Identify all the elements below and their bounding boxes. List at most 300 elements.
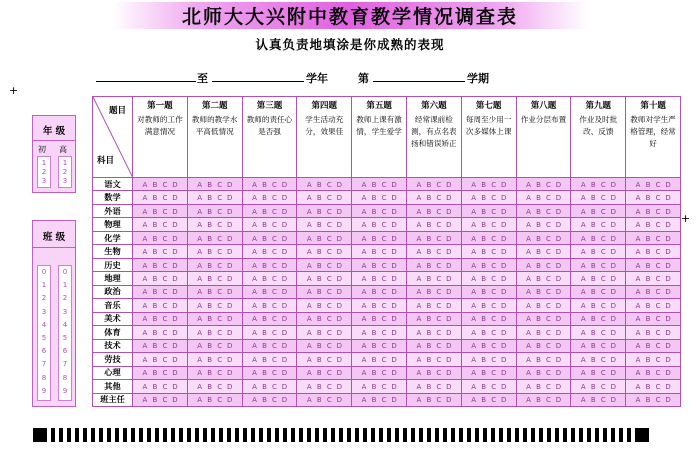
answer-bubble[interactable]: D <box>226 396 233 405</box>
answer-bubble[interactable]: C <box>600 369 606 378</box>
answer-bubble[interactable]: C <box>326 355 332 364</box>
answer-bubble[interactable]: B <box>645 221 651 230</box>
answer-bubble[interactable]: B <box>316 221 322 230</box>
answer-bubble[interactable]: D <box>500 315 507 324</box>
answer-bubble[interactable]: B <box>590 275 596 284</box>
answer-bubble[interactable]: A <box>306 234 312 243</box>
class-option[interactable]: 8 <box>41 373 47 382</box>
answer-bubble[interactable]: C <box>272 301 277 310</box>
answer-bubble[interactable]: B <box>371 342 377 351</box>
answer-bubble[interactable]: C <box>491 180 497 189</box>
answer-bubble[interactable]: D <box>446 342 452 351</box>
answer-bubble[interactable]: B <box>481 194 487 203</box>
answer-bubble[interactable]: B <box>426 248 432 257</box>
answer-bubble[interactable]: D <box>391 180 397 189</box>
answer-bubble[interactable]: B <box>152 382 158 391</box>
answer-bubble[interactable]: C <box>600 288 606 297</box>
answer-bubble[interactable]: B <box>207 207 213 216</box>
answer-bubble[interactable]: B <box>536 275 541 284</box>
answer-bubble[interactable]: D <box>391 221 397 230</box>
answer-bubble[interactable]: B <box>426 328 432 337</box>
answer-bubble[interactable]: D <box>610 234 616 243</box>
answer-bubble[interactable]: C <box>162 315 168 324</box>
answer-bubble[interactable]: C <box>491 234 497 243</box>
answer-bubble[interactable]: C <box>381 234 387 243</box>
answer-bubble[interactable]: B <box>645 261 651 270</box>
answer-bubble[interactable]: C <box>491 221 497 230</box>
answer-bubble[interactable]: D <box>391 342 397 351</box>
answer-bubble[interactable]: A <box>252 221 257 230</box>
answer-bubble[interactable]: C <box>217 396 223 405</box>
answer-bubble[interactable]: A <box>526 275 531 284</box>
answer-bubble[interactable]: B <box>645 315 651 324</box>
answer-bubble[interactable]: A <box>526 369 531 378</box>
answer-bubble[interactable]: A <box>252 355 257 364</box>
answer-bubble[interactable]: A <box>471 180 477 189</box>
answer-bubble[interactable]: D <box>665 275 671 284</box>
answer-bubble[interactable]: D <box>172 301 178 310</box>
answer-bubble[interactable]: B <box>645 207 651 216</box>
answer-bubble[interactable]: D <box>610 248 616 257</box>
answer-bubble[interactable]: A <box>361 234 367 243</box>
answer-bubble[interactable]: C <box>600 180 606 189</box>
answer-bubble[interactable]: B <box>426 355 432 364</box>
answer-bubble[interactable]: D <box>172 234 178 243</box>
answer-bubble[interactable]: D <box>226 207 233 216</box>
answer-bubble[interactable]: B <box>152 328 158 337</box>
answer-bubble[interactable]: B <box>152 355 158 364</box>
answer-bubble[interactable]: B <box>426 221 432 230</box>
answer-bubble[interactable]: B <box>481 248 487 257</box>
answer-bubble[interactable]: A <box>252 369 257 378</box>
answer-bubble[interactable]: B <box>371 207 377 216</box>
answer-bubble[interactable]: A <box>306 248 312 257</box>
answer-bubble[interactable]: A <box>580 396 586 405</box>
answer-bubble[interactable]: A <box>526 207 531 216</box>
answer-bubble[interactable]: D <box>610 221 616 230</box>
answer-bubble[interactable]: C <box>381 288 387 297</box>
answer-bubble[interactable]: D <box>336 207 342 216</box>
answer-bubble[interactable]: D <box>500 275 507 284</box>
answer-bubble[interactable]: D <box>446 355 452 364</box>
answer-bubble[interactable]: D <box>500 194 507 203</box>
answer-bubble[interactable]: D <box>226 355 233 364</box>
answer-bubble[interactable]: D <box>281 248 288 257</box>
answer-bubble[interactable]: B <box>590 369 596 378</box>
answer-bubble[interactable]: C <box>326 382 332 391</box>
answer-bubble[interactable]: A <box>416 288 422 297</box>
answer-bubble[interactable]: B <box>207 221 213 230</box>
answer-bubble[interactable]: C <box>381 355 387 364</box>
answer-bubble[interactable]: A <box>142 301 148 310</box>
answer-bubble[interactable]: A <box>197 180 203 189</box>
grade-option[interactable]: 3 <box>62 177 68 185</box>
answer-bubble[interactable]: A <box>361 396 367 405</box>
answer-bubble[interactable]: C <box>600 396 606 405</box>
answer-bubble[interactable]: D <box>391 207 397 216</box>
answer-bubble[interactable]: D <box>665 194 671 203</box>
answer-bubble[interactable]: C <box>655 248 661 257</box>
answer-bubble[interactable]: B <box>207 288 213 297</box>
answer-bubble[interactable]: B <box>262 382 267 391</box>
answer-bubble[interactable]: C <box>655 328 661 337</box>
answer-bubble[interactable]: A <box>252 194 257 203</box>
answer-bubble[interactable]: D <box>281 234 288 243</box>
answer-bubble[interactable]: D <box>391 382 397 391</box>
answer-bubble[interactable]: D <box>226 369 233 378</box>
answer-bubble[interactable]: B <box>262 234 267 243</box>
answer-bubble[interactable]: C <box>162 194 168 203</box>
answer-bubble[interactable]: B <box>207 194 213 203</box>
answer-bubble[interactable]: D <box>172 369 178 378</box>
answer-bubble[interactable]: A <box>142 382 148 391</box>
answer-bubble[interactable]: D <box>665 369 671 378</box>
answer-bubble[interactable]: A <box>416 396 422 405</box>
answer-bubble[interactable]: B <box>645 194 651 203</box>
answer-bubble[interactable]: B <box>426 301 432 310</box>
answer-bubble[interactable]: C <box>162 369 168 378</box>
answer-bubble[interactable]: C <box>326 248 332 257</box>
answer-bubble[interactable]: B <box>371 328 377 337</box>
answer-bubble[interactable]: B <box>426 207 432 216</box>
answer-bubble[interactable]: D <box>555 180 562 189</box>
end-year-blank[interactable] <box>212 70 304 82</box>
answer-bubble[interactable]: A <box>580 194 586 203</box>
answer-bubble[interactable]: C <box>655 355 661 364</box>
answer-bubble[interactable]: A <box>471 342 477 351</box>
answer-bubble[interactable]: A <box>471 355 477 364</box>
class-option[interactable]: 9 <box>62 386 68 395</box>
answer-bubble[interactable]: C <box>381 207 387 216</box>
answer-bubble[interactable]: B <box>590 261 596 270</box>
answer-bubble[interactable]: B <box>316 234 322 243</box>
answer-bubble[interactable]: D <box>665 221 671 230</box>
answer-bubble[interactable]: B <box>262 315 267 324</box>
answer-bubble[interactable]: B <box>645 369 651 378</box>
answer-bubble[interactable]: A <box>306 194 312 203</box>
answer-bubble[interactable]: B <box>262 396 267 405</box>
answer-bubble[interactable]: C <box>326 207 332 216</box>
answer-bubble[interactable]: A <box>252 328 257 337</box>
answer-bubble[interactable]: D <box>281 301 288 310</box>
answer-bubble[interactable]: A <box>635 315 641 324</box>
answer-bubble[interactable]: D <box>446 369 452 378</box>
answer-bubble[interactable]: C <box>162 342 168 351</box>
answer-bubble[interactable]: A <box>526 328 531 337</box>
answer-bubble[interactable]: A <box>471 315 477 324</box>
answer-bubble[interactable]: B <box>152 315 158 324</box>
answer-bubble[interactable]: A <box>361 207 367 216</box>
answer-bubble[interactable]: C <box>655 194 661 203</box>
answer-bubble[interactable]: A <box>635 194 641 203</box>
answer-bubble[interactable]: A <box>142 396 148 405</box>
grade-option[interactable]: 1 <box>62 159 68 167</box>
answer-bubble[interactable]: C <box>655 234 661 243</box>
answer-bubble[interactable]: D <box>665 248 671 257</box>
answer-bubble[interactable]: D <box>555 221 562 230</box>
answer-bubble[interactable]: A <box>471 288 477 297</box>
answer-bubble[interactable]: D <box>172 355 178 364</box>
answer-bubble[interactable]: A <box>197 234 203 243</box>
answer-bubble[interactable]: A <box>142 180 148 189</box>
answer-bubble[interactable]: B <box>536 396 541 405</box>
answer-bubble[interactable]: D <box>665 261 671 270</box>
answer-bubble[interactable]: B <box>426 194 432 203</box>
answer-bubble[interactable]: B <box>262 207 267 216</box>
answer-bubble[interactable]: A <box>306 328 312 337</box>
answer-bubble[interactable]: A <box>526 396 531 405</box>
class-option[interactable]: 1 <box>41 281 47 290</box>
answer-bubble[interactable]: B <box>481 207 487 216</box>
answer-bubble[interactable]: B <box>426 315 432 324</box>
answer-bubble[interactable]: C <box>546 315 551 324</box>
answer-bubble[interactable]: D <box>336 315 342 324</box>
answer-bubble[interactable]: D <box>500 248 507 257</box>
grade-junior-column[interactable] <box>37 156 51 188</box>
answer-bubble[interactable]: A <box>252 261 257 270</box>
answer-bubble[interactable]: B <box>426 369 432 378</box>
class-option[interactable]: 0 <box>62 268 68 276</box>
answer-bubble[interactable]: B <box>316 315 322 324</box>
answer-bubble[interactable]: D <box>665 288 671 297</box>
answer-bubble[interactable]: B <box>152 288 158 297</box>
class-option[interactable]: 5 <box>62 334 68 342</box>
answer-bubble[interactable]: B <box>645 301 651 310</box>
answer-bubble[interactable]: A <box>197 301 203 310</box>
answer-bubble[interactable]: D <box>665 180 671 189</box>
answer-bubble[interactable]: A <box>526 355 531 364</box>
answer-bubble[interactable]: B <box>207 342 213 351</box>
answer-bubble[interactable]: B <box>426 288 432 297</box>
answer-bubble[interactable]: D <box>226 301 233 310</box>
answer-bubble[interactable]: A <box>252 382 257 391</box>
answer-bubble[interactable]: C <box>217 248 223 257</box>
answer-bubble[interactable]: D <box>226 180 233 189</box>
answer-bubble[interactable]: A <box>361 275 367 284</box>
answer-bubble[interactable]: D <box>281 328 288 337</box>
answer-bubble[interactable]: C <box>491 248 497 257</box>
answer-bubble[interactable]: A <box>142 261 148 270</box>
answer-bubble[interactable]: C <box>272 275 277 284</box>
answer-bubble[interactable]: D <box>281 288 288 297</box>
answer-bubble[interactable]: A <box>197 248 203 257</box>
answer-bubble[interactable]: D <box>446 194 452 203</box>
answer-bubble[interactable]: A <box>635 221 641 230</box>
answer-bubble[interactable]: C <box>217 342 223 351</box>
answer-bubble[interactable]: B <box>426 261 432 270</box>
answer-bubble[interactable]: B <box>481 221 487 230</box>
answer-bubble[interactable]: A <box>197 261 203 270</box>
answer-bubble[interactable]: A <box>361 315 367 324</box>
answer-bubble[interactable]: B <box>590 328 596 337</box>
answer-bubble[interactable]: C <box>326 234 332 243</box>
answer-bubble[interactable]: C <box>217 369 223 378</box>
answer-bubble[interactable]: B <box>262 180 267 189</box>
answer-bubble[interactable]: C <box>436 207 442 216</box>
answer-bubble[interactable]: A <box>635 301 641 310</box>
answer-bubble[interactable]: C <box>162 382 168 391</box>
answer-bubble[interactable]: D <box>336 369 342 378</box>
answer-bubble[interactable]: B <box>645 342 651 351</box>
answer-bubble[interactable]: A <box>197 221 203 230</box>
answer-bubble[interactable]: C <box>381 382 387 391</box>
answer-bubble[interactable]: B <box>481 342 487 351</box>
answer-bubble[interactable]: B <box>371 315 377 324</box>
answer-bubble[interactable]: B <box>590 301 596 310</box>
answer-bubble[interactable]: D <box>500 382 507 391</box>
answer-bubble[interactable]: A <box>361 248 367 257</box>
answer-bubble[interactable]: C <box>326 194 332 203</box>
answer-bubble[interactable]: B <box>536 342 541 351</box>
answer-bubble[interactable]: C <box>546 180 551 189</box>
answer-bubble[interactable]: C <box>436 328 442 337</box>
answer-bubble[interactable]: B <box>371 234 377 243</box>
answer-bubble[interactable]: D <box>281 315 288 324</box>
answer-bubble[interactable]: B <box>536 328 541 337</box>
answer-bubble[interactable]: A <box>526 194 531 203</box>
answer-bubble[interactable]: B <box>645 234 651 243</box>
answer-bubble[interactable]: B <box>481 180 487 189</box>
answer-bubble[interactable]: B <box>645 275 651 284</box>
answer-bubble[interactable]: A <box>471 194 477 203</box>
class-option[interactable]: 4 <box>41 320 47 329</box>
answer-bubble[interactable]: D <box>446 328 452 337</box>
answer-bubble[interactable]: A <box>580 301 586 310</box>
answer-bubble[interactable]: C <box>546 194 551 203</box>
answer-bubble[interactable]: B <box>316 275 322 284</box>
answer-bubble[interactable]: B <box>371 261 377 270</box>
answer-bubble[interactable]: B <box>536 180 541 189</box>
answer-bubble[interactable]: C <box>655 221 661 230</box>
answer-bubble[interactable]: D <box>446 288 452 297</box>
answer-bubble[interactable]: C <box>436 288 442 297</box>
answer-bubble[interactable]: B <box>590 248 596 257</box>
answer-bubble[interactable]: A <box>416 315 422 324</box>
answer-bubble[interactable]: A <box>416 369 422 378</box>
answer-bubble[interactable]: A <box>526 180 531 189</box>
answer-bubble[interactable]: D <box>555 207 562 216</box>
answer-bubble[interactable]: A <box>306 355 312 364</box>
answer-bubble[interactable]: A <box>580 275 586 284</box>
class-option[interactable]: 6 <box>62 347 68 356</box>
answer-bubble[interactable]: A <box>580 234 586 243</box>
answer-bubble[interactable]: B <box>371 355 377 364</box>
answer-bubble[interactable]: B <box>536 301 541 310</box>
answer-bubble[interactable]: C <box>436 382 442 391</box>
answer-bubble[interactable]: B <box>207 369 213 378</box>
answer-bubble[interactable]: A <box>416 194 422 203</box>
answer-bubble[interactable]: B <box>645 180 651 189</box>
answer-bubble[interactable]: B <box>316 288 322 297</box>
class-option[interactable]: 9 <box>41 386 47 395</box>
answer-bubble[interactable]: A <box>197 355 203 364</box>
answer-bubble[interactable]: B <box>481 261 487 270</box>
answer-bubble[interactable]: A <box>635 328 641 337</box>
answer-bubble[interactable]: C <box>600 221 606 230</box>
answer-bubble[interactable]: A <box>142 194 148 203</box>
answer-bubble[interactable]: C <box>381 315 387 324</box>
answer-bubble[interactable]: B <box>481 396 487 405</box>
answer-bubble[interactable]: C <box>326 369 332 378</box>
answer-bubble[interactable]: C <box>326 180 332 189</box>
answer-bubble[interactable]: D <box>336 288 342 297</box>
answer-bubble[interactable]: B <box>590 342 596 351</box>
answer-bubble[interactable]: B <box>590 180 596 189</box>
answer-bubble[interactable]: A <box>416 328 422 337</box>
answer-bubble[interactable]: B <box>152 207 158 216</box>
answer-bubble[interactable]: B <box>536 194 541 203</box>
answer-bubble[interactable]: A <box>306 342 312 351</box>
answer-bubble[interactable]: D <box>172 194 178 203</box>
answer-bubble[interactable]: C <box>162 328 168 337</box>
answer-bubble[interactable]: A <box>635 275 641 284</box>
grade-option[interactable]: 2 <box>41 168 47 176</box>
answer-bubble[interactable]: C <box>272 194 277 203</box>
answer-bubble[interactable]: C <box>655 369 661 378</box>
answer-bubble[interactable]: B <box>316 261 322 270</box>
answer-bubble[interactable]: A <box>580 382 586 391</box>
answer-bubble[interactable]: C <box>381 221 387 230</box>
answer-bubble[interactable]: B <box>152 194 158 203</box>
answer-bubble[interactable]: A <box>306 396 312 405</box>
answer-bubble[interactable]: B <box>536 248 541 257</box>
answer-bubble[interactable]: B <box>590 234 596 243</box>
answer-bubble[interactable]: D <box>500 355 507 364</box>
answer-bubble[interactable]: A <box>416 221 422 230</box>
answer-bubble[interactable]: B <box>590 207 596 216</box>
answer-bubble[interactable]: D <box>610 396 616 405</box>
answer-bubble[interactable]: C <box>217 221 223 230</box>
answer-bubble[interactable]: A <box>197 288 203 297</box>
answer-bubble[interactable]: D <box>446 221 452 230</box>
answer-bubble[interactable]: C <box>272 207 277 216</box>
answer-bubble[interactable]: D <box>172 207 178 216</box>
answer-bubble[interactable]: B <box>645 248 651 257</box>
answer-bubble[interactable]: C <box>272 234 277 243</box>
answer-bubble[interactable]: D <box>336 342 342 351</box>
answer-bubble[interactable]: D <box>391 301 397 310</box>
answer-bubble[interactable]: A <box>526 301 531 310</box>
answer-bubble[interactable]: C <box>326 275 332 284</box>
answer-bubble[interactable]: D <box>281 207 288 216</box>
answer-bubble[interactable]: B <box>207 180 213 189</box>
answer-bubble[interactable]: D <box>446 180 452 189</box>
answer-bubble[interactable]: C <box>272 396 277 405</box>
answer-bubble[interactable]: D <box>336 328 342 337</box>
answer-bubble[interactable]: C <box>491 342 497 351</box>
answer-bubble[interactable]: B <box>371 301 377 310</box>
answer-bubble[interactable]: D <box>172 288 178 297</box>
answer-bubble[interactable]: A <box>361 180 367 189</box>
answer-bubble[interactable]: A <box>197 275 203 284</box>
answer-bubble[interactable]: D <box>555 342 562 351</box>
answer-bubble[interactable]: A <box>471 234 477 243</box>
answer-bubble[interactable]: B <box>481 355 487 364</box>
answer-bubble[interactable]: C <box>546 207 551 216</box>
answer-bubble[interactable]: A <box>252 315 257 324</box>
answer-bubble[interactable]: B <box>152 342 158 351</box>
answer-bubble[interactable]: B <box>262 342 267 351</box>
answer-bubble[interactable]: D <box>391 275 397 284</box>
answer-bubble[interactable]: A <box>361 261 367 270</box>
answer-bubble[interactable]: D <box>610 355 616 364</box>
class-option[interactable]: 3 <box>62 307 68 316</box>
answer-bubble[interactable]: A <box>361 288 367 297</box>
answer-bubble[interactable]: A <box>252 207 257 216</box>
answer-bubble[interactable]: D <box>336 221 342 230</box>
answer-bubble[interactable]: C <box>436 396 442 405</box>
answer-bubble[interactable]: B <box>262 328 267 337</box>
